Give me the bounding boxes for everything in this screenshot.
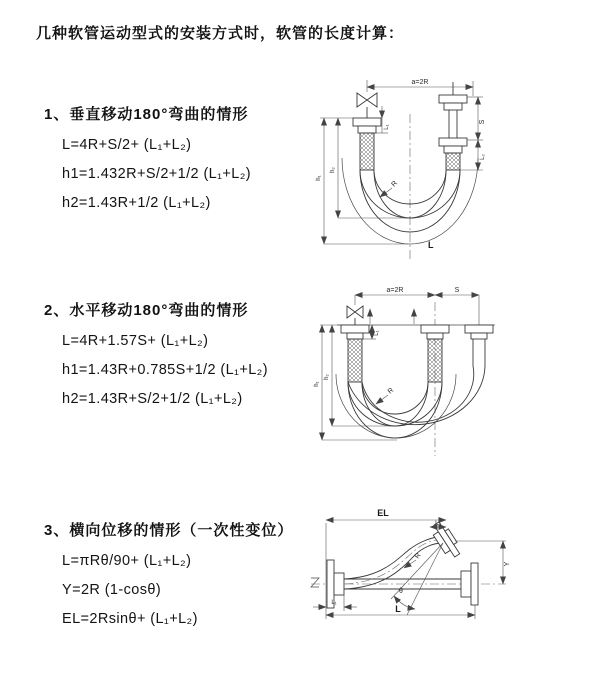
flange: [465, 325, 493, 339]
formula-line: EL=2Rsinθ+ (L₁+L₂): [62, 611, 198, 627]
dim-label-s: S: [479, 119, 486, 125]
section-horizontal-movement: [44, 299, 268, 420]
pipe-break-mark: [311, 578, 319, 587]
dim-label-l1: L₁: [331, 600, 337, 606]
flange: [439, 138, 467, 153]
braided-hose: [348, 339, 362, 382]
dimension-s: [467, 97, 486, 140]
dim-label-a2r: a=2R: [411, 79, 429, 86]
radius-label: [404, 552, 423, 568]
dim-label-h1: h₁: [316, 175, 322, 181]
dim-label-l: L: [395, 604, 401, 614]
dim-label-y: Y: [504, 561, 511, 567]
label-r: R: [386, 386, 396, 396]
dim-label-s: S: [454, 287, 460, 294]
formula-line: L=4R+S/2+ (L₁+L₂): [62, 137, 192, 153]
dim-label-el: EL: [377, 508, 389, 518]
radius-label: [380, 180, 399, 197]
radius-label: [376, 387, 395, 404]
dim-label-l1: L₁: [374, 330, 380, 336]
section-heading: 3、横向位移的情形（一次性变位）: [44, 522, 294, 539]
valve-symbol: [357, 93, 377, 118]
braided-hose: [428, 339, 442, 382]
formula-line: h1=1.432R+S/2+1/2 (L₁+L₂): [62, 166, 252, 182]
flange: [341, 325, 369, 339]
braided-hose: [360, 133, 374, 170]
formula-line: h2=1.43R+S/2+1/2 (L₁+L₂): [62, 391, 243, 407]
dim-label-a2r: a=2R: [386, 287, 404, 294]
formula-line: L=πRθ/90+ (L₁+L₂): [62, 553, 192, 569]
section-lateral-displacement: [44, 519, 293, 640]
dimension-l: [326, 604, 475, 619]
dimension-a2r: [355, 287, 435, 295]
section-heading: 2、水平移动180°弯曲的情形: [44, 302, 249, 319]
braided-hose: [446, 153, 460, 170]
diagram-vertical-180-bend: [308, 66, 538, 266]
dim-label-l1: L₁: [384, 124, 390, 130]
dim-label-l2: L₂: [435, 521, 441, 527]
dimension-s: [355, 287, 479, 325]
dimension-l2: [430, 521, 446, 527]
valve-symbol: [347, 306, 363, 325]
dim-label-h1: h₁: [314, 381, 320, 387]
dim-label-h2: h₂: [330, 167, 336, 173]
diagram-lateral-displacement: [303, 503, 558, 653]
formula-line: h2=1.43R+1/2 (L₁+L₂): [62, 195, 211, 211]
formula-line: Y=2R (1-cosθ): [62, 582, 162, 598]
flange: [353, 118, 381, 133]
section-heading: 1、垂直移动180°弯曲的情形: [44, 106, 249, 123]
dim-label-l2: L₂: [480, 154, 486, 160]
section-vertical-movement: [44, 103, 251, 224]
diagram-horizontal-180-bend: [312, 278, 547, 463]
page-title: 几种软管运动型式的安装方式时，软管的长度计算：: [36, 25, 405, 42]
label-r: R: [413, 551, 423, 561]
formula-line: h1=1.43R+0.785S+1/2 (L₁+L₂): [62, 362, 268, 378]
dimension-l1: [313, 593, 357, 611]
flange: [439, 95, 467, 110]
label-theta: θ: [399, 588, 403, 595]
flange: [421, 325, 449, 339]
label-r: R: [390, 179, 399, 189]
dim-label-h2: h₂: [324, 374, 330, 380]
label-l: L: [428, 240, 434, 250]
formula-line: L=4R+1.57S+ (L₁+L₂): [62, 333, 209, 349]
dimension-a2r: [367, 79, 473, 96]
